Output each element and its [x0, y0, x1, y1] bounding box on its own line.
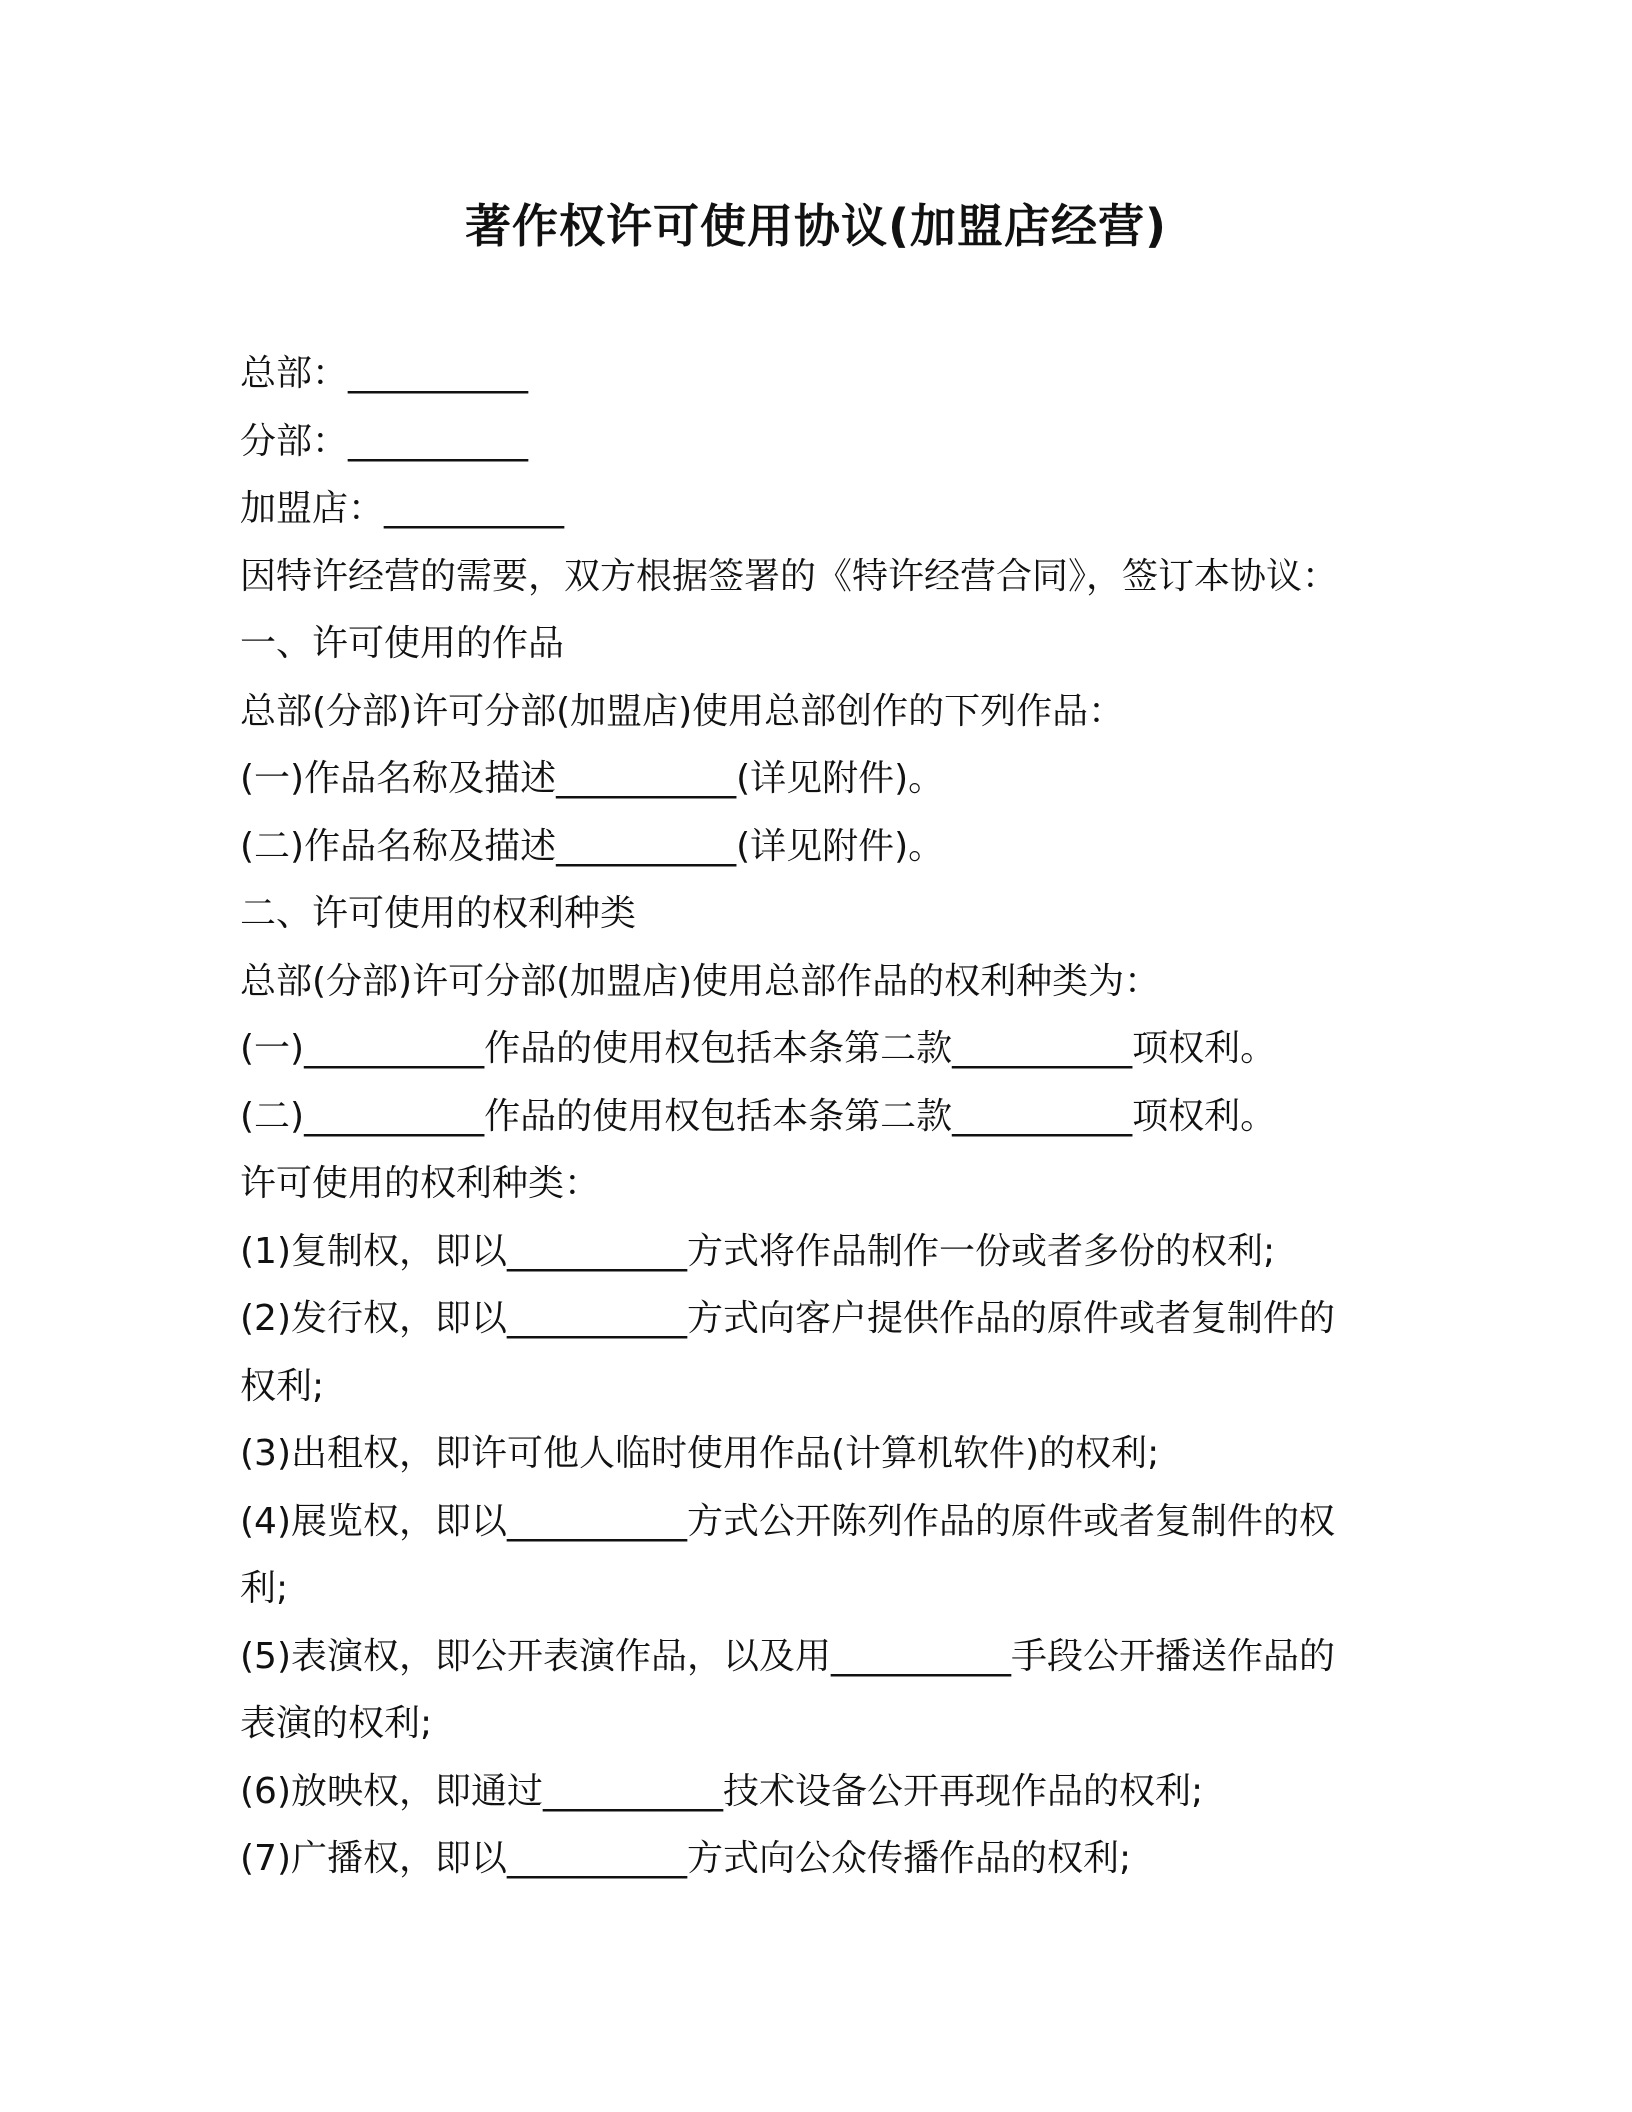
section-1-intro: 总部(分部)许可分部(加盟店)使用总部创作的下列作品：: [240, 690, 1125, 732]
rights-types-heading: 许可使用的权利种类：: [240, 1163, 601, 1204]
right-exhibition-line-2: 利;: [240, 1568, 289, 1609]
right-performance-line-2: 表演的权利;: [240, 1703, 433, 1744]
party-headquarters-line: 总部：__________: [240, 353, 529, 394]
document-body: [240, 340, 1380, 1893]
work-item-1: (一)作品名称及描述__________(详见附件)。: [240, 758, 945, 799]
right-reproduction: (1)复制权，即以__________方式将作品制作一份或者多份的权利;: [240, 1230, 1276, 1272]
work-item-2: (二)作品名称及描述__________(详见附件)。: [240, 825, 945, 867]
document-title: 著作权许可使用协议(加盟店经营): [464, 199, 1168, 253]
right-exhibition-line-1: (4)展览权，即以__________方式公开陈列作品的原件或者复制件的权: [240, 1500, 1335, 1542]
party-franchise-line: 加盟店：__________: [240, 488, 565, 529]
right-distribution-line-2: 权利;: [240, 1365, 325, 1407]
right-distribution-line-1: (2)发行权，即以__________方式向客户提供作品的原件或者复制件的: [240, 1298, 1335, 1339]
section-1-heading: 一、许可使用的作品: [240, 623, 565, 664]
section-2-intro: 总部(分部)许可分部(加盟店)使用总部作品的权利种类为：: [240, 960, 1161, 1002]
right-performance-line-1: (5)表演权，即公开表演作品，以及用__________手段公开播送作品的: [240, 1635, 1335, 1677]
preamble-paragraph: 因特许经营的需要，双方根据签署的《特许经营合同》，签订本协议：: [240, 555, 1339, 597]
right-screening: (6)放映权，即通过__________技术设备公开再现作品的权利;: [240, 1770, 1204, 1812]
right-scope-item-1: (一)__________作品的使用权包括本条第二款__________项权利。: [240, 1028, 1277, 1069]
right-scope-item-2: (二)__________作品的使用权包括本条第二款__________项权利。: [240, 1095, 1277, 1137]
right-broadcasting: (7)广播权，即以__________方式向公众传播作品的权利;: [240, 1838, 1132, 1879]
party-branch-line: 分部：__________: [240, 420, 529, 462]
section-2-heading: 二、许可使用的权利种类: [240, 893, 637, 934]
right-rental: (3)出租权，即许可他人临时使用作品(计算机软件)的权利;: [240, 1433, 1160, 1474]
